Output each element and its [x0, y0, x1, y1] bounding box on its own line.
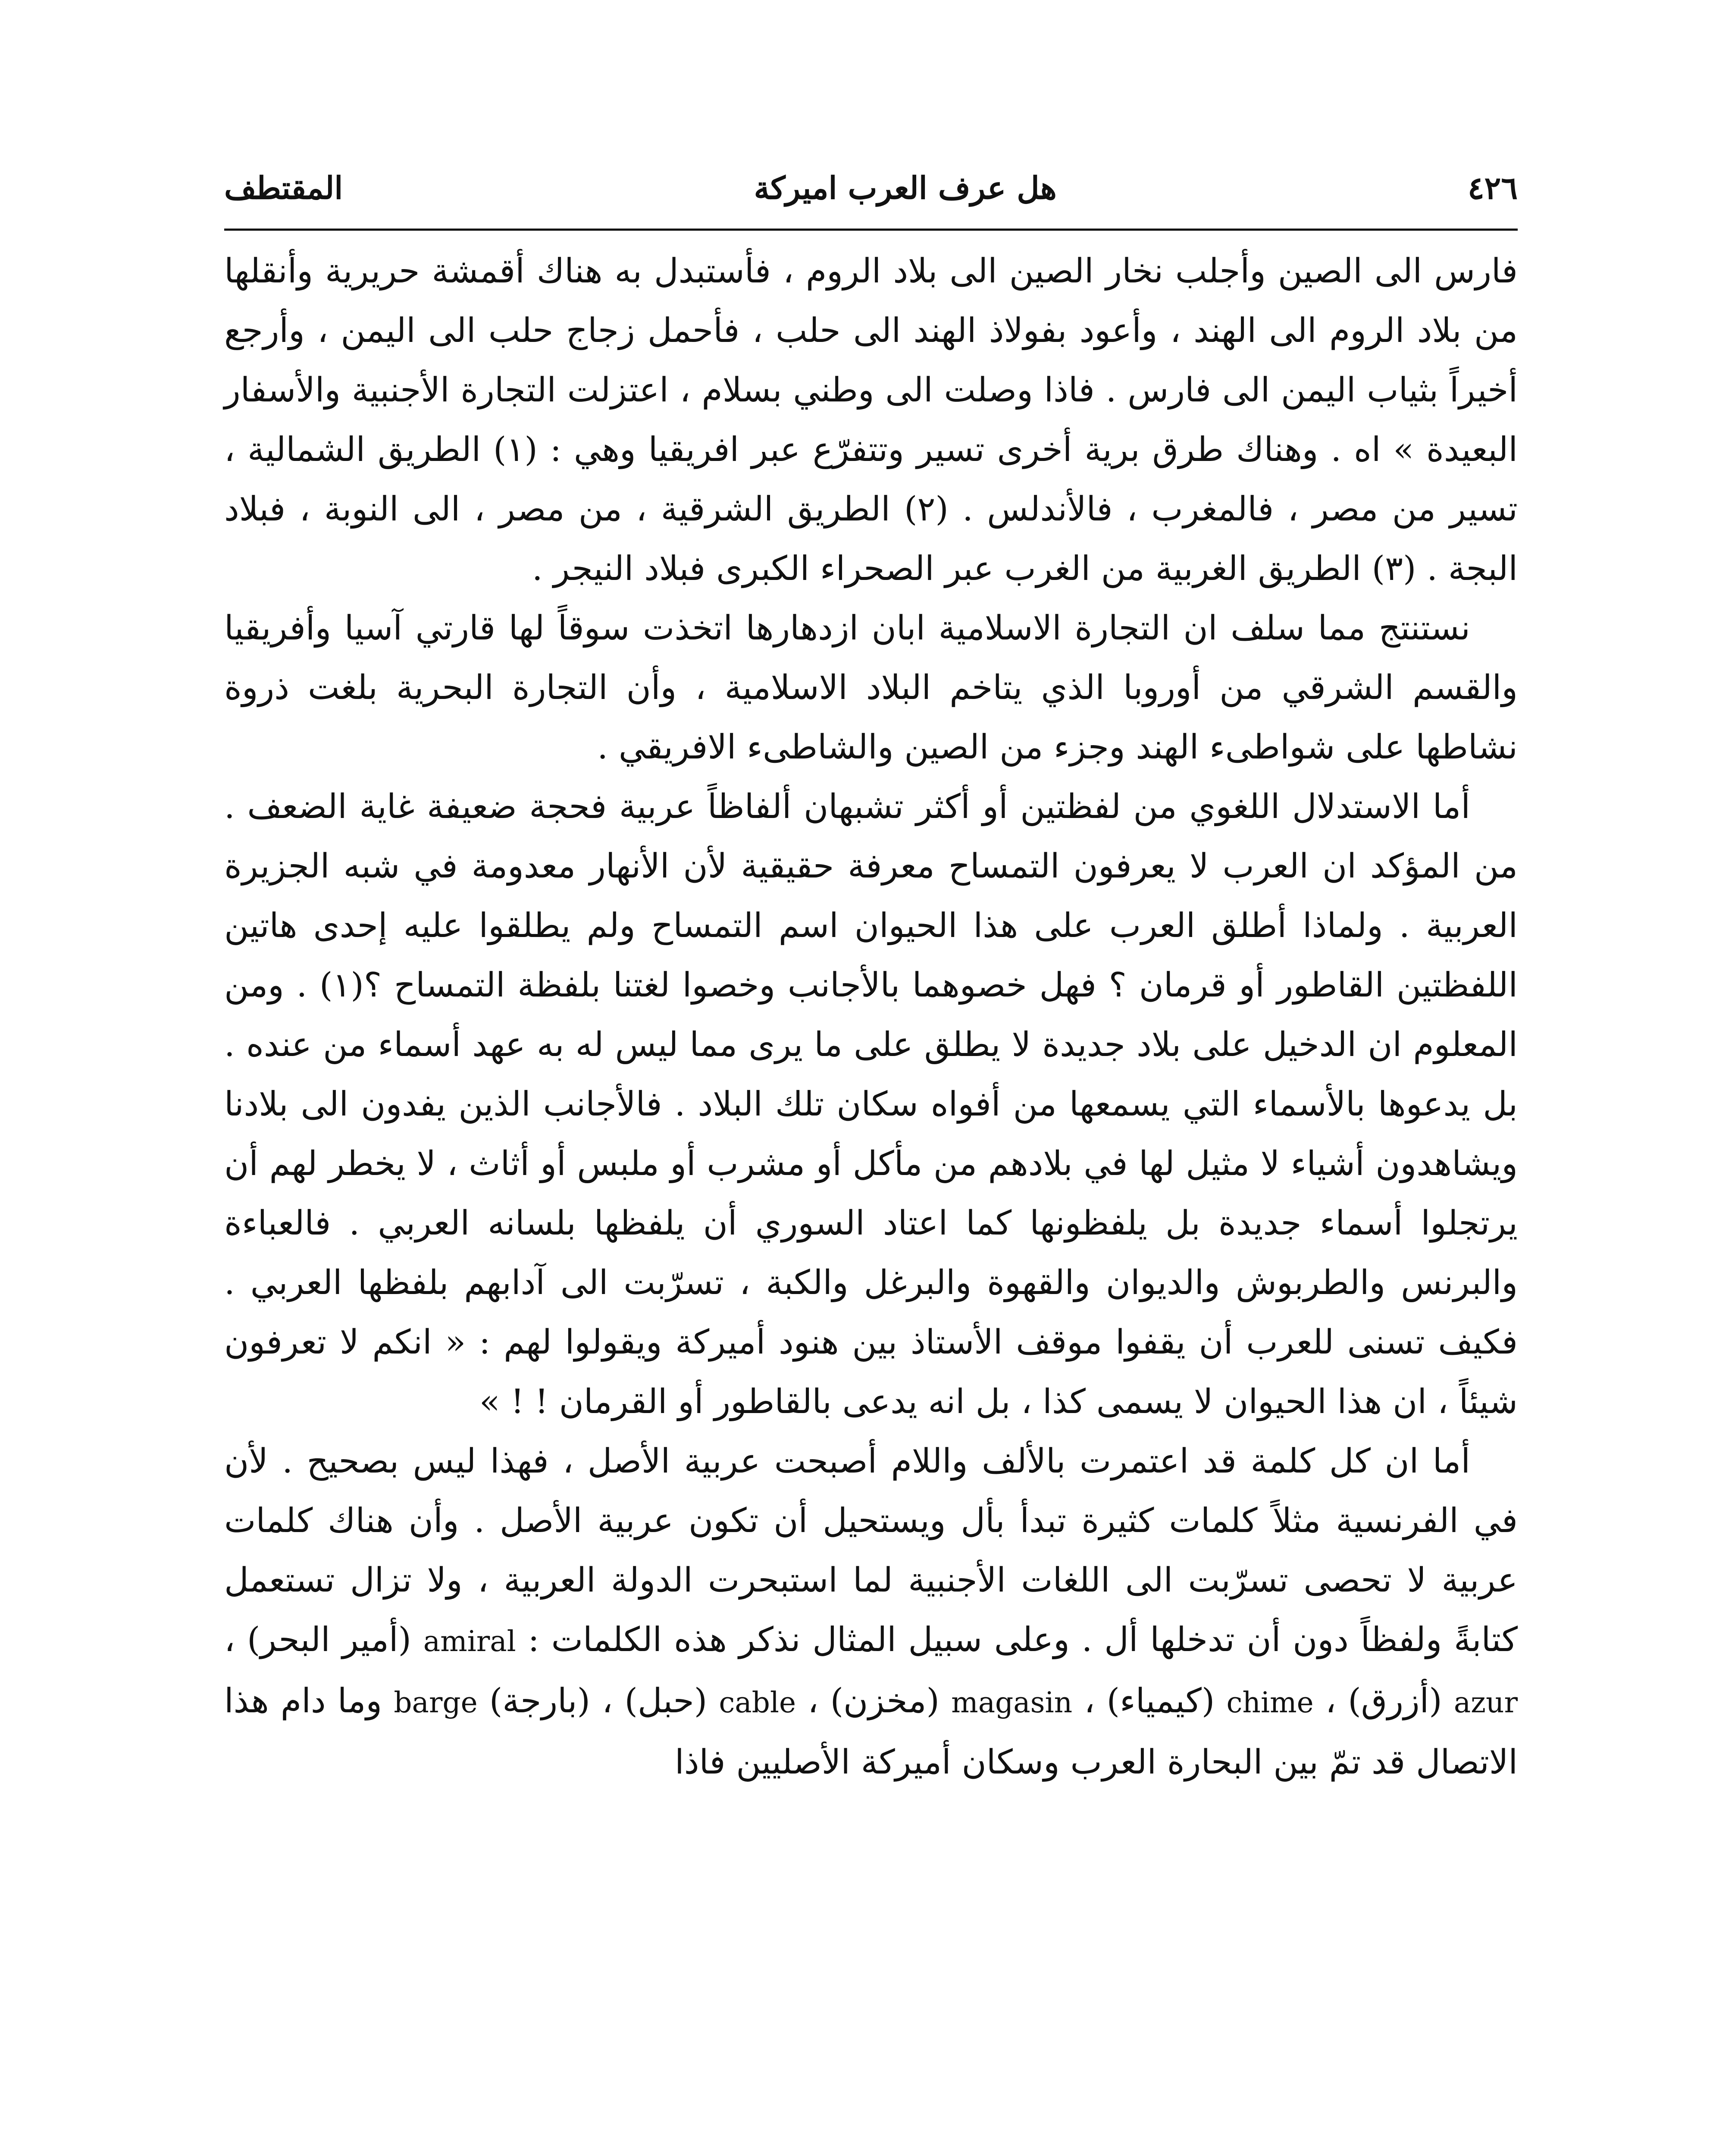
paragraph-3: أما الاستدلال اللغوي من لفظتين أو أكثر تشبهان ألفاظاً عربية فحجة ضعيفة غاية الضعف . من المؤكد ان العرب لا يعرفون التمساح معرفة حقيقية لأن الأنهار معدومة في شبه الجزيرة العربية . ولماذا أطلق العرب على هذا الحيوان اسم التمساح ولم يطلقوا عليه إحدى هاتين اللفظتين القاطور أو قرمان ؟ فهل خصوهما بالأجانب وخصوا لغتنا بلفظة التمساح ؟(١) . ومن المعلوم ان الدخيل على بلاد جديدة لا يطلق على ما يرى مما ليس له به عهد أسماء من عنده . بل يدعوها بالأسماء التي يسمعها من أفواه سكان تلك البلاد . فالأجانب الذين يفدون الى بلادنا ويشاهدون أشياء لا مثيل لها في بلادهم من مأكل أو مشرب أو ملبس أو أثاث ، لا يخطر لهم أن يرتجلوا أسماء جديدة بل يلفظونها كما اعتاد السوري أن يلفظها بلسانه العربي . فالعباءة والبرنس والطربوش والديوان والقهوة والبرغل والكبة ، تسرّبت الى آدابهم بلفظها العربي . فكيف تسنى للعرب أن يقفوا موقف الأستاذ بين هنود أميركة ويقولوا لهم : « انكم لا تعرفون شيئاً ، ان هذا الحيوان لا يسمى كذا ، بل انه يدعى بالقاطور أو القرمان ! ! »: [224, 787, 1518, 1421]
document-page: [224, 155, 1518, 2156]
header-rule: [224, 229, 1518, 231]
paragraph-2: نستنتج مما سلف ان التجارة الاسلامية ابان ازدهارها اتخذت سوقاً لها قارتي آسيا وأفريقيا والقسم الشرقي من أوروبا الذي يتاخم البلاد الاسلامية ، وأن التجارة البحرية بلغت ذروة نشاطها على شواطىء الهند وجزء من الصين والشاطىء الافريقي .: [224, 609, 1518, 767]
article-body: [224, 241, 1518, 1792]
loanword-amiral: amiral: [423, 1625, 516, 1658]
paragraph-4-text-a: أما ان كل كلمة قد اعتمرت بالألف واللام أصبحت عربية الأصل ، فهذا ليس بصحيح . لأن في الفرنسية مثلاً كلمات كثيرة تبدأ بأل ويستحيل أن تكون عربية الأصل . وأن هناك كلمات عربية لا تحصى تسرّبت الى اللغات الأجنبية لما استبحرت الدولة العربية ، ولا تزال تستعمل كتابةً ولفظاً دون أن تدخلها أل . وعلى سبيل المثال نذكر هذه الكلمات :: [224, 1442, 1518, 1659]
running-title: هل عرف العرب اميركة: [754, 169, 1057, 206]
loanword-amiral-gloss: (أمير البحر) ،: [224, 1620, 411, 1659]
loanword-azur: azur: [1453, 1686, 1518, 1719]
journal-name: المقتطف: [224, 169, 343, 206]
page-header: [224, 155, 1518, 220]
loanword-magasin-gloss: (مخزن) ،: [808, 1682, 940, 1720]
paragraph-4: [224, 1432, 1518, 1792]
loanword-chime: chime: [1226, 1686, 1314, 1719]
loanword-chime-gloss: (كيمياء) ،: [1084, 1682, 1215, 1720]
loanword-cable: cable: [719, 1686, 796, 1719]
loanword-magasin: magasin: [951, 1686, 1073, 1719]
paragraph-4-text-b: وما دام هذا الاتصال قد تمّ بين البحارة العرب وسكان أميركة الأصليين فاذا: [224, 1682, 1518, 1782]
loanword-cable-gloss: (حبل) ، (بارجة): [489, 1682, 708, 1720]
page-number: ٤٢٦: [1467, 169, 1518, 206]
paragraph-1: فارس الى الصين وأجلب نخار الصين الى بلاد الروم ، فأستبدل به هناك أقمشة حريرية وأنقلها من بلاد الروم الى الهند ، وأعود بفولاذ الهند الى حلب ، فأحمل زجاج حلب الى اليمن ، وأرجع أخيراً بثياب اليمن الى فارس . فاذا وصلت الى وطني بسلام ، اعتزلت التجارة الأجنبية والأسفار البعيدة » اه . وهناك طرق برية أخرى تسير وتتفرّع عبر افريقيا وهي : (١) الطريق الشمالية ، تسير من مصر ، فالمغرب ، فالأندلس . (٢) الطريق الشرقية ، من مصر ، الى النوبة ، فبلاد البجة . (٣) الطريق الغربية من الغرب عبر الصحراء الكبرى فبلاد النيجر .: [224, 252, 1518, 588]
loanword-azur-gloss: (أزرق) ،: [1325, 1682, 1442, 1720]
loanword-barge: barge: [394, 1686, 478, 1719]
